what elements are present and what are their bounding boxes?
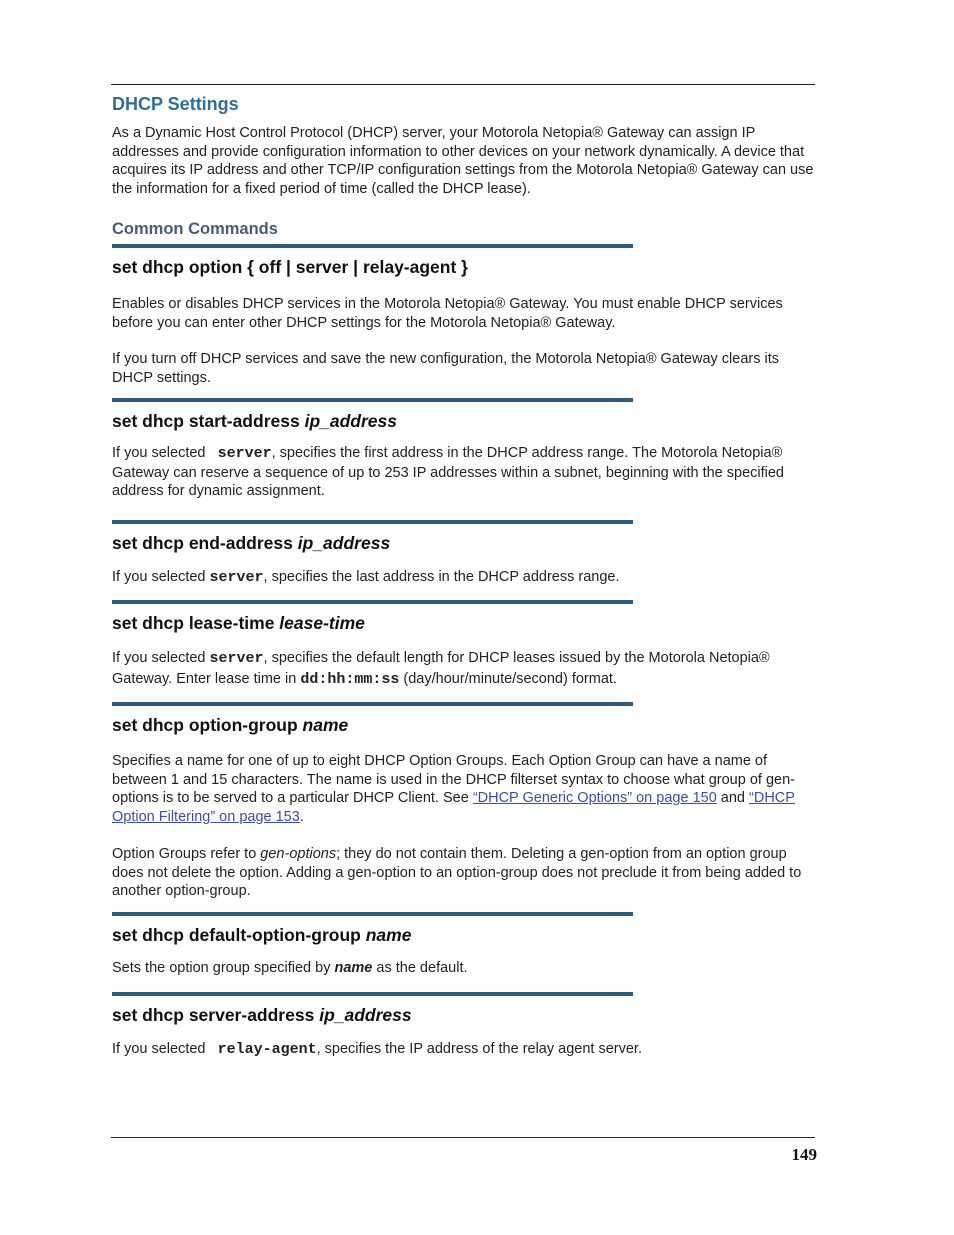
command-description xyxy=(112,1040,814,1060)
desc-em: name xyxy=(334,960,373,976)
desc-pre: Sets the option group specified by xyxy=(112,960,331,976)
command-description: Enables or disables DHCP services in the Motorola Netopia® Gateway. You must enable DHCP services before you can enter other DHCP settings for the Motorola Netopia® Gateway. xyxy=(112,296,783,331)
desc-post: , specifies the first address in the DHCP address range. The Motorola Netopia® Gateway can reserve a sequence of up to 253 IP addresses within a subnet, beginning with the specified address for dynamic assignment. xyxy=(112,445,784,499)
desc-post: as the default. xyxy=(376,960,468,976)
cmd-start-address xyxy=(112,398,814,501)
note-post: ; they do not contain them. Deleting a gen-option from an option group does not delete the option. Adding a gen-option to an option-group does not preclude it from being added to another option-group. xyxy=(112,846,802,899)
command-keyword: set dhcp server-address xyxy=(112,1005,315,1025)
intro-section xyxy=(112,92,814,198)
command-keyword: set dhcp lease-time xyxy=(112,613,275,633)
code-value: server xyxy=(209,569,264,586)
command-argument: ip_address xyxy=(304,411,397,431)
command-argument: ip_address xyxy=(319,1005,412,1025)
command-keyword: set dhcp end-address xyxy=(112,533,293,553)
command-name xyxy=(112,1004,814,1026)
command-name xyxy=(112,612,814,634)
command-description: Specifies a name for one of up to eight DHCP Option Groups. Each Option Group can have a name of between 1 and 15 characters. The name is used in the DHCP filterset syntax to choose what group of gen-options is to be served to a particular DHCP Client. See “DHCP Generic Options” on page 150 and “DHCP Option Filtering” on page 153. xyxy=(112,753,795,825)
command-description xyxy=(112,568,814,588)
subsection-title: Common Commands xyxy=(112,220,278,238)
cmd-server-address xyxy=(112,992,814,1060)
bottom-rule xyxy=(111,1137,815,1138)
cmd-option-group xyxy=(112,702,814,901)
desc-post: , specifies the IP address of the relay agent server. xyxy=(316,1041,642,1057)
command-keyword: set dhcp option-group xyxy=(112,715,298,735)
command-name xyxy=(112,410,814,432)
link-dhcp-generic-options[interactable]: “DHCP Generic Options” on page 150 xyxy=(472,790,717,806)
command-name xyxy=(112,532,814,554)
cmd-end-address xyxy=(112,520,814,588)
desc-pre: If you selected xyxy=(112,1041,206,1057)
command-description xyxy=(112,444,814,501)
code-format: dd:hh:mm:ss xyxy=(300,671,400,688)
desc-pre: If you selected xyxy=(112,650,206,666)
desc-pre: If you selected xyxy=(112,569,206,585)
common-commands-heading-wrap xyxy=(112,219,814,239)
command-rule xyxy=(112,600,633,604)
desc-post: (day/hour/minute/second) format. xyxy=(403,671,617,687)
command-name: set dhcp option { off | server | relay-agent } xyxy=(112,257,468,277)
command-rule xyxy=(112,244,633,248)
command-name xyxy=(112,714,814,736)
top-rule xyxy=(111,84,815,85)
cmd-default-option-group xyxy=(112,912,814,978)
command-argument: lease-time xyxy=(279,613,365,633)
command-rule xyxy=(112,520,633,524)
desc-post: , specifies the last address in the DHCP address range. xyxy=(263,569,620,585)
intro-paragraph: As a Dynamic Host Control Protocol (DHCP) server, your Motorola Netopia® Gateway can assign IP addresses and provide configuration information to other devices on your network dynamically. A device that acquires its IP address and other TCP/IP configuration settings from the Motorola Netopia® Gateway can use the information for a fixed period of time (called the DHCP lease). xyxy=(112,125,814,197)
command-rule xyxy=(112,912,633,916)
command-note xyxy=(112,845,814,901)
note-em: gen-options xyxy=(260,846,337,862)
code-value: server xyxy=(209,650,264,667)
command-description xyxy=(112,959,814,978)
desc-pre: If you selected xyxy=(112,445,206,461)
command-argument: name xyxy=(302,715,349,735)
desc-and: and xyxy=(720,790,745,806)
command-keyword: set dhcp start-address xyxy=(112,411,300,431)
command-argument: name xyxy=(365,925,412,945)
desc-text: Specifies a name for one of up to eight DHCP Option Groups. Each Option Group can have a name of between 1 and 15 characters. The name is used in the DHCP filterset syntax to choose what group of gen-options is to be served to a particular DHCP Client. See xyxy=(112,753,795,806)
command-argument: ip_address xyxy=(297,533,391,553)
section-title: DHCP Settings xyxy=(112,94,239,114)
page-number: 149 xyxy=(791,1145,817,1164)
code-value: relay-agent xyxy=(217,1041,317,1058)
command-rule xyxy=(112,398,633,402)
cmd-option xyxy=(112,244,814,387)
desc-mid: , specifies the default length for DHCP leases issued by the Motorola Netopia® Gateway. Enter lease time in xyxy=(112,650,770,687)
command-keyword: set dhcp default-option-group xyxy=(112,925,361,945)
cmd-lease-time xyxy=(112,600,814,690)
command-name xyxy=(112,924,814,946)
command-rule xyxy=(112,992,633,996)
link-dhcp-option-filtering[interactable]: “DHCP Option Filtering” on page 153 xyxy=(112,790,795,825)
note-pre: Option Groups refer to xyxy=(112,846,257,862)
command-description xyxy=(112,648,814,690)
code-value: server xyxy=(217,445,272,462)
command-rule xyxy=(112,702,633,706)
command-note: If you turn off DHCP services and save the new configuration, the Motorola Netopia® Gateway clears its DHCP settings. xyxy=(112,351,780,386)
